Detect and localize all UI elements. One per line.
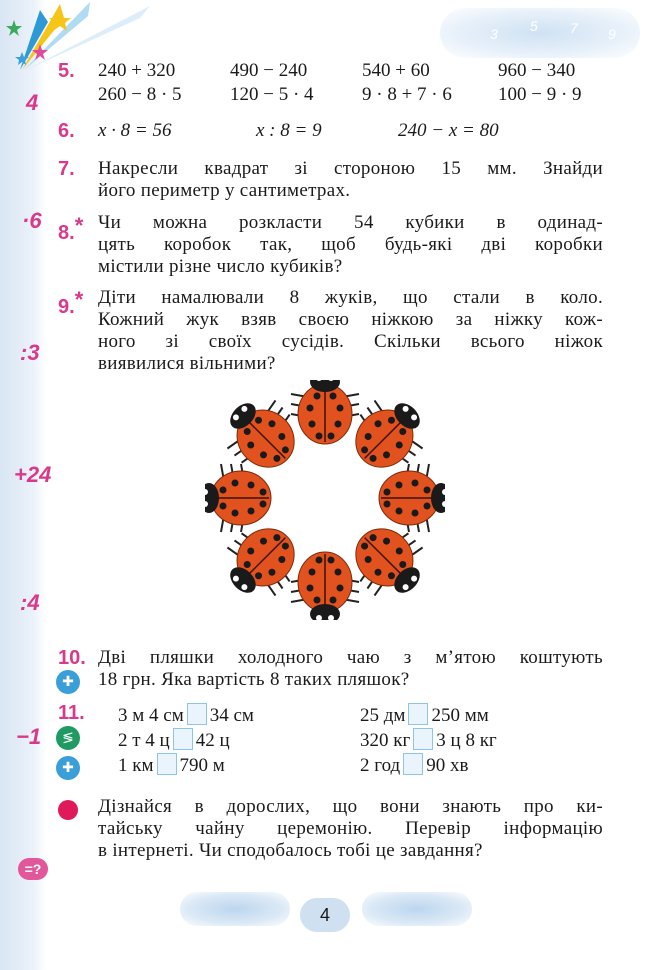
compare-item — [360, 703, 489, 727]
expression: 260 − 8 · 5 — [98, 84, 182, 105]
expression: 120 − 5 · 4 — [230, 84, 314, 105]
compare-right: 250 мм — [431, 705, 489, 726]
puzzle-icon: ✚ — [56, 670, 80, 694]
cloud-digit: 5 — [530, 18, 538, 34]
compare-item — [118, 728, 230, 752]
text-line: в інтернеті. Чи сподобалось тобі це завдання? — [98, 840, 483, 861]
task-number — [58, 287, 83, 319]
ladybug — [291, 380, 359, 444]
ladybug — [212, 385, 311, 484]
expression: 100 − 9 · 9 — [498, 84, 582, 105]
text-line: Дві пляшки холодного чаю з м’ятою коштують — [98, 647, 603, 668]
answer-box[interactable] — [173, 728, 193, 750]
task-number — [58, 213, 83, 245]
margin-label: :4 — [20, 590, 40, 615]
compare-item — [118, 703, 254, 727]
ladybug — [339, 512, 438, 611]
puzzle-icon: ✚ — [56, 756, 80, 780]
text-line: цять коробок так, щоб будь-які дві коробки — [98, 234, 603, 255]
equation: 240 − x = 80 — [398, 120, 499, 141]
decorative-cloud — [440, 8, 640, 58]
ladybug — [291, 552, 359, 620]
ladybug — [212, 512, 311, 611]
answer-box[interactable] — [157, 753, 177, 775]
text-line: Чи можна розкласти 54 кубики в одинад- — [98, 212, 603, 233]
task-text — [98, 287, 603, 375]
compare-left: 25 дм — [360, 705, 406, 726]
star-mark: * — [74, 287, 84, 312]
expression: 960 − 340 — [498, 60, 576, 81]
compare-item — [118, 753, 225, 777]
task-number: 11. — [58, 702, 85, 724]
text-line: виявилися вільними? — [98, 353, 276, 374]
task-number: 7. — [58, 158, 75, 180]
text-line: Кожний жук взяв своєю ніжкою за ніжку кож- — [98, 309, 603, 330]
compare-item — [360, 753, 468, 777]
margin-label: ·6 — [22, 208, 42, 233]
compare-right: 34 см — [209, 705, 254, 726]
page-number: 4 — [300, 898, 350, 932]
check-badge: =? — [18, 858, 48, 880]
text-line: ного зі своїх сусідів. Скільки всього ніжок — [98, 331, 603, 352]
cloud-digit: 7 — [570, 20, 578, 36]
text-line: містили різне число кубиків? — [98, 256, 343, 277]
answer-box[interactable] — [413, 728, 433, 750]
compare-right: 3 ц 8 кг — [436, 730, 497, 751]
compare-icon: ≶ — [56, 726, 80, 750]
research-task-marker — [58, 800, 78, 820]
task-number-label: 9. — [58, 296, 75, 318]
compare-left: 3 м 4 см — [118, 705, 184, 726]
text-line: його периметр у сантиметрах. — [98, 180, 351, 201]
answer-box[interactable] — [403, 753, 423, 775]
compare-right: 790 м — [179, 755, 225, 776]
expression: 9 · 8 + 7 · 6 — [362, 84, 452, 105]
expression: 540 + 60 — [362, 60, 430, 81]
compare-item — [360, 728, 497, 752]
compare-right: 42 ц — [195, 730, 230, 751]
equation: x · 8 = 56 — [98, 120, 172, 141]
task-text — [98, 796, 603, 862]
margin-label: :3 — [20, 340, 40, 365]
expression: 490 − 240 — [230, 60, 308, 81]
ladybug-ring-illustration — [205, 380, 445, 620]
text-line: Дізнайся в дорослих, що вони знають про ки- — [98, 796, 603, 817]
ladybug — [379, 464, 445, 532]
task-text — [98, 212, 603, 278]
task-text — [98, 647, 603, 691]
compare-left: 2 год — [360, 755, 401, 776]
compare-left: 1 км — [118, 755, 154, 776]
ladybug — [339, 385, 438, 484]
margin-label: −1 — [16, 724, 42, 749]
compare-left: 320 кг — [360, 730, 411, 751]
task-number: 5. — [58, 60, 75, 82]
task-number: 6. — [58, 120, 75, 142]
equation: x : 8 = 9 — [256, 120, 322, 141]
text-line: тайську чайну церемонію. Перевір інформацію — [98, 818, 603, 839]
text-line: Діти намалювали 8 жуків, що стали в коло. — [98, 287, 603, 308]
star-mark: * — [74, 213, 84, 238]
ladybug — [205, 464, 271, 532]
task-text — [98, 158, 603, 202]
text-line: Накресли квадрат зі стороною 15 мм. Знайди — [98, 158, 603, 179]
expression: 240 + 320 — [98, 60, 176, 81]
margin-label: +24 — [14, 462, 52, 487]
answer-box[interactable] — [408, 703, 428, 725]
cloud-digit: 9 — [608, 26, 616, 42]
compare-left: 2 т 4 ц — [118, 730, 170, 751]
task-number-label: 8. — [58, 222, 75, 244]
text-line: 18 грн. Яка вартість 8 таких пляшок? — [98, 669, 410, 690]
margin-label: 4 — [26, 90, 39, 115]
task-number: 10. — [58, 647, 86, 669]
decorative-cloud — [362, 892, 472, 926]
cloud-digit: 3 — [490, 26, 498, 42]
decorative-cloud — [180, 892, 290, 926]
compare-right: 90 хв — [426, 755, 469, 776]
answer-box[interactable] — [187, 703, 207, 725]
